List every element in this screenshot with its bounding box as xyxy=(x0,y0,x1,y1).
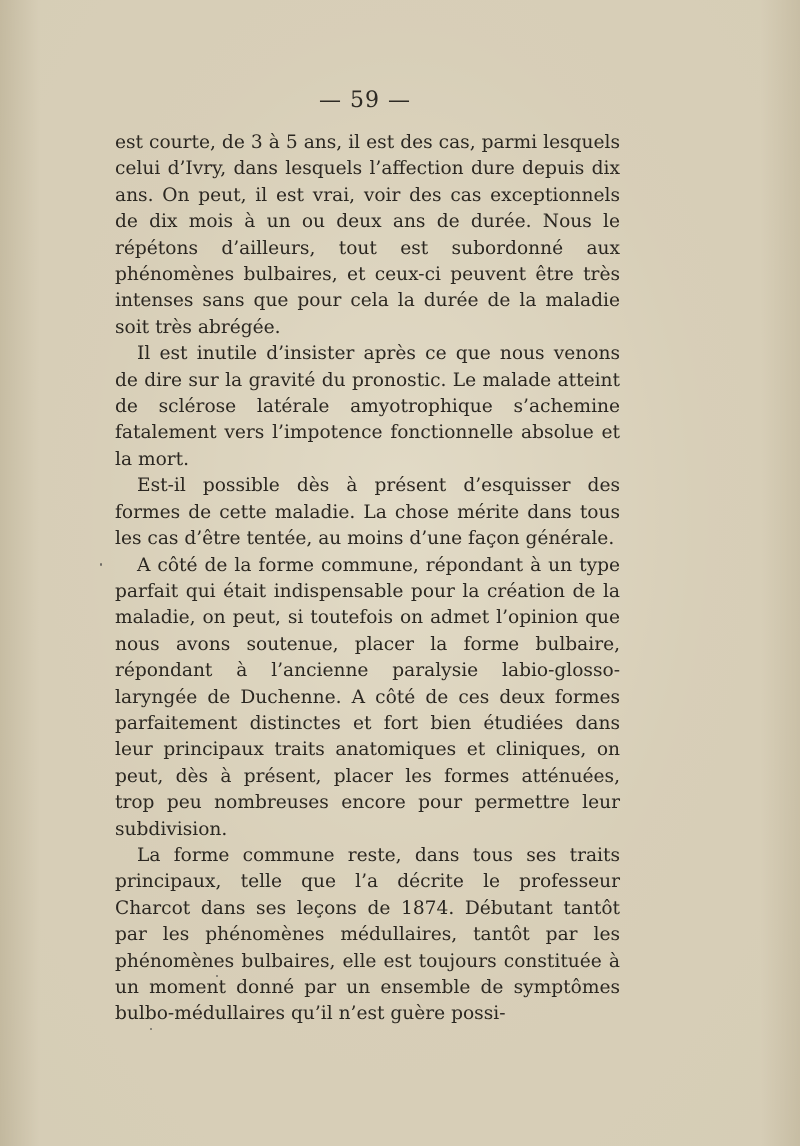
paragraph-2: Il est inutile d’insister après ce que nous venons de dire sur la gravité du pronostic. Le malade atteint de sclérose latérale amyotrophique s’achemine fatalement vers l’impotence fonctionnelle absolue et la mort. xyxy=(115,343,620,470)
paper-speck xyxy=(100,563,102,566)
page-number: — 59 — xyxy=(319,88,411,113)
paragraph-4: A côté de la forme commune, répondant à un type parfait qui était indispensable pour la création de la maladie, on peut, si toutefois on admet l’opinion que nous avons soutenue, placer la forme bulbaire, répondant à l’ancienne paralysie labio-glosso-laryngée de Duchenne. A côté de ces deux formes parfaitement distinctes et fort bien étudiées dans leur principaux traits anatomiques et cliniques, on peut, dès à présent, placer les formes atténuées, trop peu nombreuses encore pour permettre leur subdivision. xyxy=(115,554,620,840)
paragraph-5: La forme commune reste, dans tous ses traits principaux, telle que l’a décrite le professeur Charcot dans ses leçons de 1874. Débutant tantôt par les phénomènes médullaires, tantôt par les phénomènes bulbaires, elle est toujours constituée à un moment donné par un ensemble de symptômes bulbo-médullaires qu’il n’est guère possi- xyxy=(115,844,620,1025)
paper-speck xyxy=(216,975,218,977)
paragraph-3: Est-il possible dès à présent d’esquisser des formes de cette maladie. La chose mérite dans tous les cas d’être tentée, au moins d’une façon générale. xyxy=(115,475,620,550)
body-text xyxy=(115,130,620,1028)
paragraph-1: est courte, de 3 à 5 ans, il est des cas, parmi lesquels celui d’Ivry, dans lesquels l’affection dure depuis dix ans. On peut, il est vrai, voir des cas exceptionnels de dix mois à un ou deux ans de durée. Nous le répétons d’ailleurs, tout est subordonné aux phénomènes bulbaires, et ceux-ci peuvent être très intenses sans que pour cela la durée de la maladie soit très abrégée. xyxy=(115,132,620,338)
paper-speck xyxy=(150,1028,152,1030)
